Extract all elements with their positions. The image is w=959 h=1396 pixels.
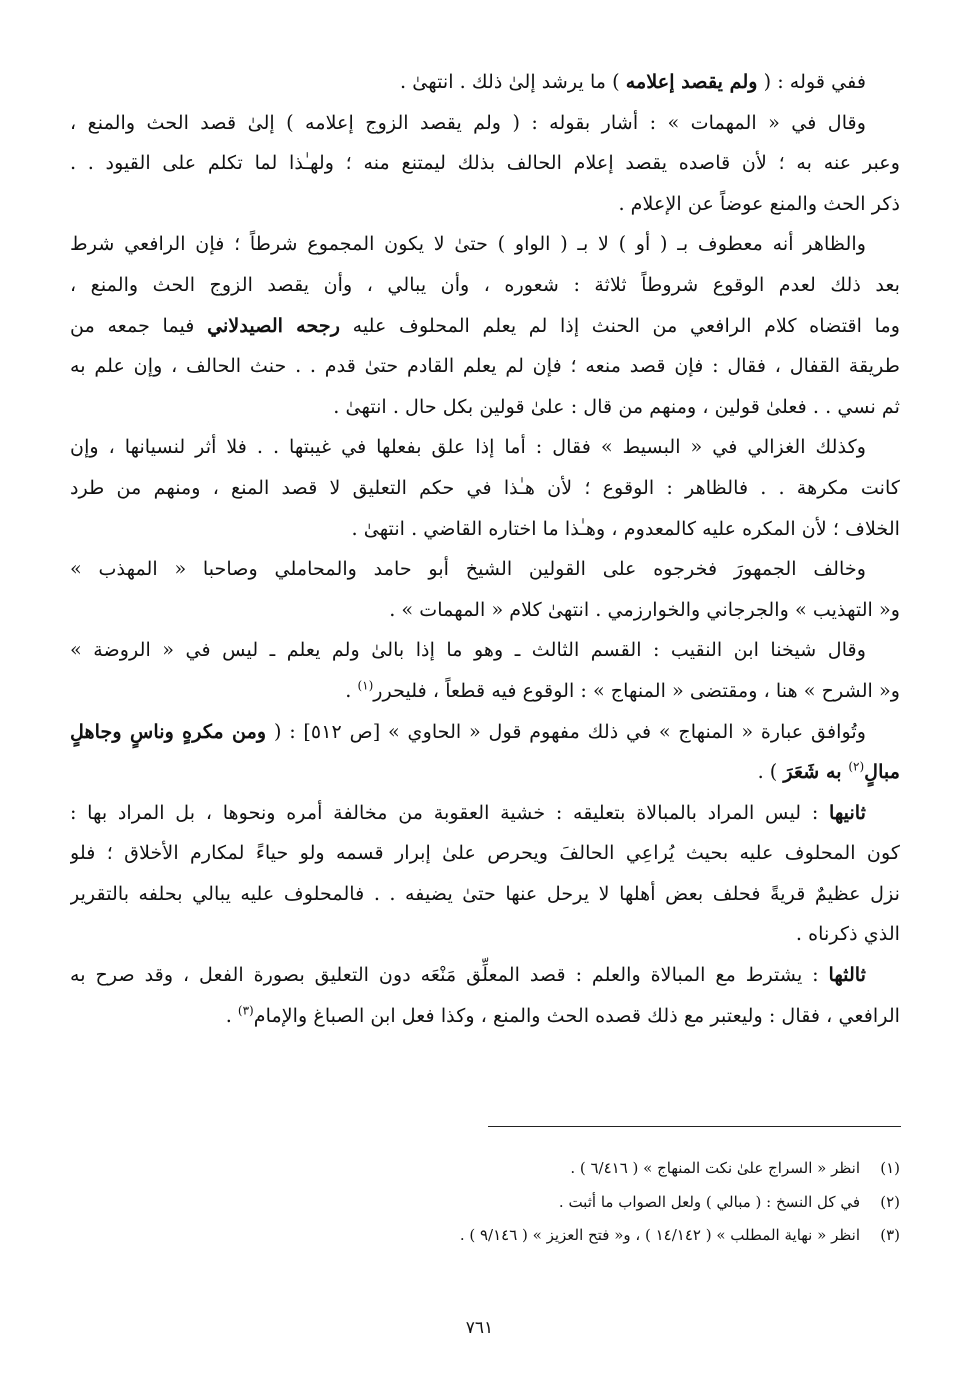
bold-text: مبالٍ [864, 760, 900, 784]
text-run: وعبر عنه به ؛ لأن قاصده يقصد إعلام الحالف بذلك ليمتنع منه ؛ ولهـٰذا لما تكلم على القيود . . [70, 151, 900, 175]
text-run: ) . [757, 760, 784, 784]
text-run: بعد ذلك لعدم الوقوع شروطاً ثلاثة : شعوره ، وأن يبالي ، وأن يقصد الزوج الحث والمنع ، [70, 272, 900, 296]
text-line [70, 996, 900, 1037]
page-number: ٧٦١ [465, 1318, 494, 1338]
text-line [70, 549, 900, 590]
text-run: . [345, 678, 358, 702]
text-line [70, 427, 900, 468]
footnote-text: انظر « نهاية المطلب » ( ١٤/١٤٢ ) ، و« فتح العزيز » ( ٩/١٤٦ ) . [459, 1226, 860, 1244]
text-run: وكذلك الغزالي في « البسيط » فقال : أما إذا علق بفعلها في غيبتها . . فلا أثر لنسيانها ، وإن [70, 435, 866, 459]
text-run: كون المحلوف عليه بحيث يُراعِي الحالفَ ويحرص علىٰ إبرار قسمه ولو حياءً لمكارم الأخلاق ؛ فلو [70, 841, 900, 865]
text-run: . [225, 1003, 238, 1027]
footnotes [70, 1152, 900, 1253]
text-run: ) ما يرشد إلىٰ ذلك . انتهىٰ . [400, 70, 626, 93]
text-run: وخالف الجمهورَ فخرجوه على القولين الشيخ أبو حامد والمحاملي وصاحبا « المهذب » [70, 557, 866, 581]
text-run: ففي قوله : ( [757, 70, 866, 93]
text-run: وقال شيخنا ابن النقيب : القسم الثالث ـ وهو ما إذا بالىٰ ولم يعلم ـ ليس في « الروضة » [70, 638, 866, 662]
text-run: ذكر الحث والمنع عوضاً عن الإعلام . [618, 191, 900, 215]
text-line [70, 387, 900, 428]
text-line [70, 833, 900, 874]
text-run: وقال في « المهمات » : أشار بقوله : ( ولم يقصد الزوج إعلامه ) إلىٰ قصد الحث والمنع ، [70, 110, 866, 134]
text-line [70, 590, 900, 631]
bold-text: ثالثها [828, 963, 866, 987]
footnote-separator [488, 1126, 901, 1127]
text-run: وما اقتضاه كلام الرافعي من الحنث إذا لم يعلم المحلوف عليه [340, 313, 900, 337]
text-line [70, 712, 900, 753]
text-line [70, 265, 900, 306]
text-line [70, 874, 900, 915]
main-text [70, 62, 900, 1036]
bold-text: رجحه الصيدلاني [207, 313, 340, 337]
text-run: الخلاف ؛ لأن المكره عليه كالمعدوم ، وهـٰذا ما اختاره القاضي . انتهىٰ . [351, 516, 900, 540]
text-line [70, 914, 900, 955]
footnote [70, 1152, 900, 1186]
footnote-ref: (٣) [237, 1003, 254, 1018]
text-line [70, 184, 900, 225]
bold-text: ولم يقصد إعلامه [625, 70, 758, 93]
text-line [70, 62, 900, 103]
text-run: وتُوافق عبارة « المنهاج » في ذلك مفهوم قول « الحاوي » [ص ٥١٢] : ( [266, 719, 867, 743]
text-line [70, 752, 900, 793]
text-run: والظاهر أنه معطوف بـ ( أو ) لا بـ ( الواو ) حتىٰ لا يكون المجموع شرطاً ؛ فإن الرافعي شرط [70, 232, 866, 256]
text-run: : ليس المراد بالمبالاة بتعليقه : خشية العقوبة من مخالفة أمره ونحوها ، بل المراد بها : [70, 800, 829, 824]
text-run: و« الشرح » هنا ، ومقتضى « المنهاج » : الوقوع فيه قطعاً ، فليحرر [373, 678, 900, 702]
footnote-ref: (٢) [848, 759, 865, 774]
text-line [70, 793, 900, 834]
footnote-number: (٢) [880, 1192, 900, 1211]
text-run: و« التهذيب » والجرجاني والخوارزمي . انتهىٰ كلام « المهمات » . [389, 597, 900, 621]
text-line [70, 143, 900, 184]
text-line [70, 306, 900, 347]
text-run: : يشترط مع المبالاة والعلم : قصد المعلِّق مَنْعَه دون التعليق بصورة الفعل ، وقد صرح به [70, 963, 829, 987]
text-line [70, 509, 900, 550]
footnote-ref: (١) [357, 678, 374, 693]
footnote-number: (١) [880, 1159, 900, 1177]
bold-text: ومن مكرهٍ وناسٍ وجاهلٍ [70, 719, 267, 743]
text-run: فيما جمعه من [70, 313, 208, 337]
text-line [70, 468, 900, 509]
text-line [70, 346, 900, 387]
text-line [70, 103, 900, 144]
footnote-number: (٣) [880, 1226, 900, 1244]
text-line [70, 671, 900, 712]
text-run: الرافعي ، فقال : وليعتبر مع ذلك قصده الحث والمنع ، وكذا فعل ابن الصباغ والإمام [253, 1003, 900, 1027]
text-run: طريقة القفال ، فقال : فإن قصد منعه ؛ فإن لم يعلم القادم حتىٰ قدم . . حنث الحالف ، وإن علم به [70, 354, 900, 378]
text-line [70, 955, 900, 996]
footnote-text: في كل النسخ : ( مبالي ) ولعل الصواب ما أثبت . [558, 1192, 860, 1211]
text-run: ثم نسي . . فعلىٰ قولين ، ومنهم من قال : علىٰ قولين بكل حال . انتهىٰ . [333, 394, 900, 418]
footnote [70, 1186, 900, 1220]
bold-text: ثانيها [828, 800, 866, 824]
footnote [70, 1219, 900, 1253]
footnote-text: انظر « السراج علىٰ نكت المنهاج » ( ٦/٤١٦ ) . [570, 1159, 860, 1177]
bold-text: به شَعَرَ [783, 760, 849, 784]
text-line [70, 630, 900, 671]
text-line [70, 224, 900, 265]
text-run: الذي ذكرناه . [795, 922, 900, 946]
text-run: نزل عظيمٌ قريةً فحلف بعض أهلها لا يرحل عنها حتىٰ يضيفه . . فالمحلوف عليه يبالي بحلفه بالتقرير [70, 881, 900, 905]
text-run: كانت مكرهة . . فالظاهر : الوقوع ؛ لأن هـٰذا في حكم التعليق لا قصد المنع ، ومنهم من طرد [70, 475, 900, 499]
